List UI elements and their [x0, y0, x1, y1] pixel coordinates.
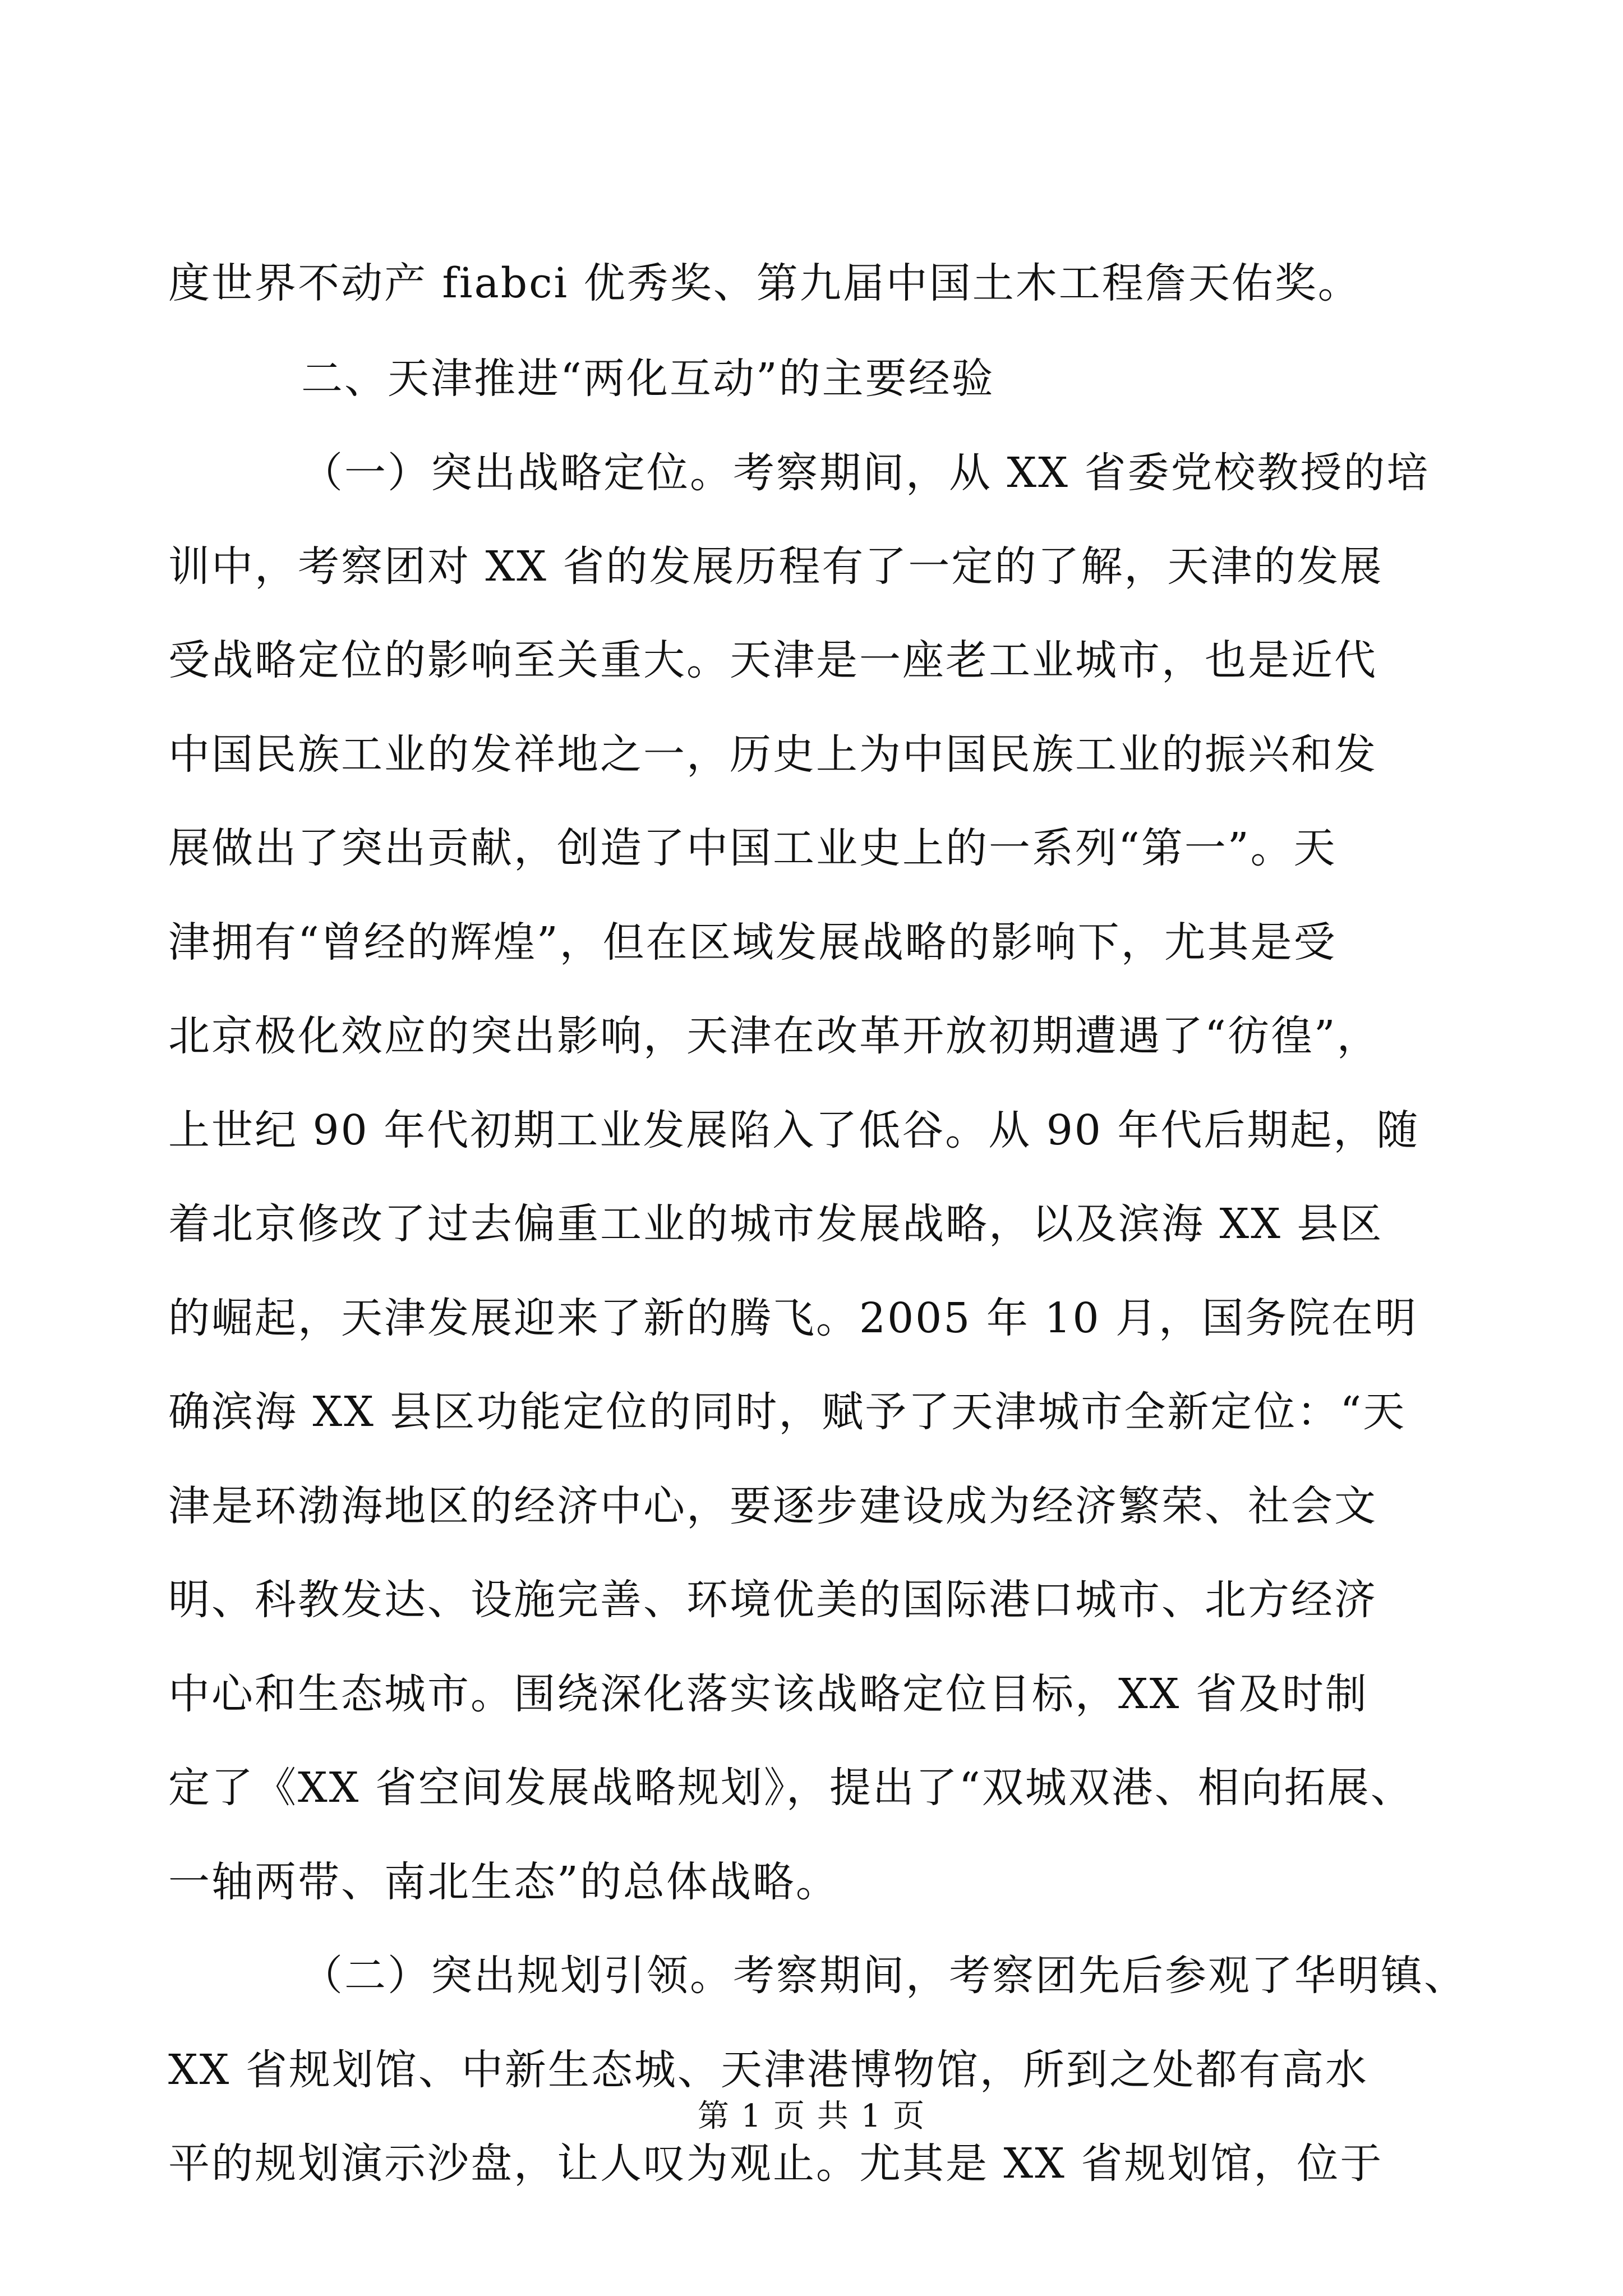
text-line: 定了《XX 省空间发展战略规划》，提出了“双城双港、相向拓展、: [168, 1764, 1414, 1812]
text-line: 津拥有“曾经的辉煌”，但在区域发展战略的影响下，尤其是受: [168, 918, 1337, 967]
text-line: 确滨海 XX 县区功能定位的同时，赋予了天津城市全新定位：“天: [168, 1388, 1407, 1436]
section-heading: 二、天津推进“两化互动”的主要经验: [301, 355, 995, 403]
text-line: 训中，考察团对 XX 省的发展历程有了一定的了解，天津的发展: [168, 542, 1384, 591]
text-line: 中心和生态城市。围绕深化落实该战略定位目标，XX 省及时制: [168, 1670, 1368, 1718]
text-line: XX 省规划馆、中新生态城、天津港博物馆，所到之处都有高水: [168, 2046, 1368, 2094]
text-line: 中国民族工业的发祥地之一，历史上为中国民族工业的振兴和发: [168, 730, 1377, 779]
text-line: 的崛起，天津发展迎来了新的腾飞。2005 年 10 月，国务院在明: [168, 1294, 1418, 1342]
text-line: 展做出了突出贡献，创造了中国工业史上的一系列“第一”。天: [168, 824, 1337, 872]
text-line: （二）突出规划引领。考察期间，考察团先后参观了华明镇、: [301, 1952, 1467, 2000]
page-number-footer: 第 1 页 共 1 页: [697, 2098, 926, 2134]
text-line: 北京极化效应的突出影响，天津在改革开放初期遭遇了“彷徨”，: [168, 1012, 1380, 1060]
text-line: （一）突出战略定位。考察期间，从 XX 省委党校教授的培: [301, 449, 1430, 497]
text-line: 上世纪 90 年代初期工业发展陷入了低谷。从 90 年代后期起，随: [168, 1106, 1420, 1154]
text-line: 度世界不动产 fiabci 优秀奖、第九届中国土木工程詹天佑奖。: [168, 259, 1361, 307]
text-line: 津是环渤海地区的经济中心，要逐步建设成为经济繁荣、社会文: [168, 1482, 1377, 1530]
text-line: 受战略定位的影响至关重大。天津是一座老工业城市，也是近代: [168, 636, 1377, 684]
text-line: 一轴两带、南北生态”的总体战略。: [168, 1858, 839, 1906]
text-line: 着北京修改了过去偏重工业的城市发展战略，以及滨海 XX 县区: [168, 1200, 1384, 1248]
text-line: 平的规划演示沙盘，让人叹为观止。尤其是 XX 省规划馆，位于: [168, 2139, 1384, 2188]
text-line: 明、科教发达、设施完善、环境优美的国际港口城市、北方经济: [168, 1576, 1377, 1624]
